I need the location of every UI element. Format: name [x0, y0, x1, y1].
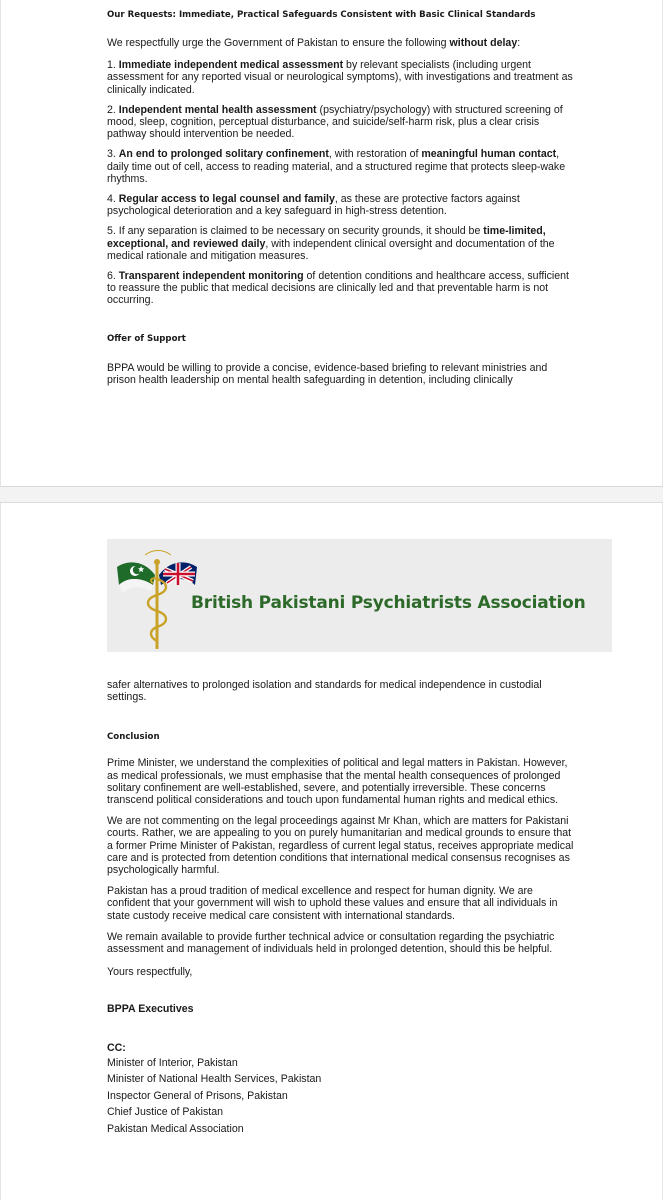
page-separator — [0, 487, 663, 503]
request-item-4: 4. Regular access to legal counsel and family, as these are protective factors against psychological deterioration and a key safeguard in high-stress detention. — [107, 193, 520, 218]
page-1-content — [107, 10, 577, 386]
bppa-logo — [111, 545, 203, 651]
cc-list — [107, 1055, 577, 1138]
cc-recipient: Chief Justice of Pakistan — [107, 1106, 223, 1119]
request-item-6: 6. Transparent independent monitoring of detention conditions and healthcare access, sufficient to reassure the public that medical decisions are clinically led and that preventable harm is not occurring. — [107, 270, 570, 307]
cc-recipient: Pakistan Medical Association — [107, 1122, 244, 1135]
conclusion-paragraph: Prime Minister, we understand the complexities of political and legal matters in Pakistan. However, as medical professionals, we must emphasise that the mental health consequences of prolonged solitary confinement are well-established, severe, and potentially irreversible. These concerns transcend political considerations and touch upon fundamental human rights and medical ethics. — [107, 757, 568, 807]
cc-recipient: Inspector General of Prisons, Pakistan — [107, 1089, 288, 1102]
request-item-3: 3. An end to prolonged solitary confinement, with restoration of meaningful human contact, daily time out of cell, access to reading material, and a structured regime that protects sleep-wake rhythms. — [107, 148, 566, 185]
association-title: British Pakistani Psychiatrists Association — [191, 593, 586, 613]
page-2-content — [107, 679, 577, 1137]
cc-recipient: Minister of National Health Services, Pakistan — [107, 1073, 322, 1086]
conclusion-paragraph: We remain available to provide further technical advice or consultation regarding the psychiatric assessment and management of individuals held in prolonged detention, should this be helpful. — [107, 930, 555, 956]
request-item-5: 5. If any separation is claimed to be necessary on security grounds, it should be time-limited, exceptional, and reviewed daily, with independent clinical oversight and documentation of the medical rationale and mitigation measures. — [107, 225, 555, 262]
document-page-1 — [0, 0, 663, 487]
conclusion-paragraph: We are not commenting on the legal proceedings against Mr Khan, which are matters for Pakistani courts. Rather, we are appealing to you on purely humanitarian and medical grounds to ensure that a former Prime Minister of Pakistan, regardless of current legal status, receives appropriate medical care and is protected from detention conditions that international medical consensus recognises as psychologically harmful. — [107, 815, 574, 877]
cc-recipient: Minister of Interior, Pakistan — [107, 1056, 238, 1069]
request-item-1: 1. Immediate independent medical assessment by relevant specialists (including urgent assessment for any reported visual or neurological symptoms), with investigations and treatment as clinically indicated. — [107, 59, 573, 96]
offer-heading: Offer of Support — [107, 333, 186, 344]
conclusion-heading: Conclusion — [107, 732, 160, 743]
requests-intro: We respectfully urge the Government of Pakistan to ensure the following without delay: — [107, 37, 521, 49]
conclusion-paragraph: Pakistan has a proud tradition of medical excellence and respect for human dignity. We are confident that your government will wish to uphold these values and ensure that all individuals in state custody receive medical care consistent with international standards. — [107, 885, 558, 922]
requests-heading: Our Requests: Immediate, Practical Safeguards Consistent with Basic Clinical Standards — [107, 10, 536, 20]
offer-continued-text: safer alternatives to prolonged isolation and standards for medical independence in custodial settings. — [107, 679, 542, 704]
request-item-2: 2. Independent mental health assessment (psychiatry/psychology) with structured screening of mood, sleep, cognition, perceptual disturbance, and suicide/self-harm risk, plus a clear crisis pathway should intervention be needed. — [107, 103, 563, 141]
letterhead-banner — [107, 539, 612, 652]
document-page-2 — [0, 503, 663, 1200]
cc-label: CC: — [107, 1041, 126, 1054]
closing-salutation: Yours respectfully, — [107, 966, 193, 979]
offer-text: BPPA would be willing to provide a concise, evidence-based briefing to relevant ministries and prison health leadership on mental health safeguarding in detention, including clinically — [107, 361, 548, 386]
signature: BPPA Executives — [107, 1003, 194, 1016]
